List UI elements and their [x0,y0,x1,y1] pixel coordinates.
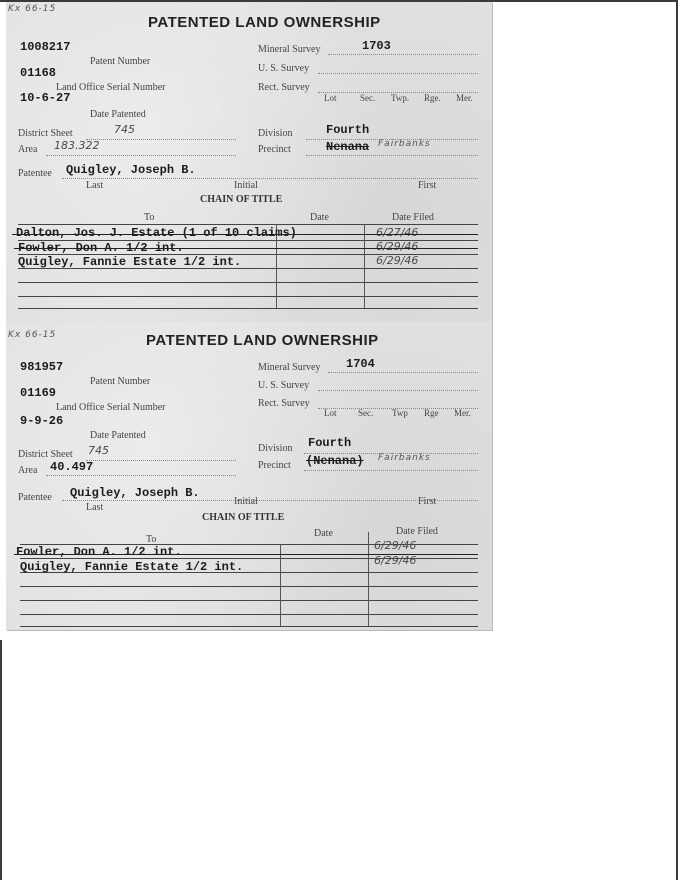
card-title: PATENTED LAND OWNERSHIP [148,14,381,31]
ownership-card-2 [6,322,492,630]
us-survey-label: U. S. Survey [258,380,310,391]
rect-col-mer: Mer. [454,408,471,418]
col-to-header: To [144,212,155,223]
patentee-label: Patentee [18,168,52,179]
mineral-survey-label: Mineral Survey [258,44,321,55]
patentee-initial-label: Initial [234,180,258,191]
chain-of-title-label: CHAIN OF TITLE [202,512,285,523]
rect-survey-label: Rect. Survey [258,398,310,409]
patent-number-label: Patent Number [90,376,151,387]
rect-col-mer: Mer. [456,93,473,103]
patent-number-value: 1008217 [20,40,71,54]
chain-of-title-label: CHAIN OF TITLE [200,194,283,205]
corner-note: Kx 66-15 [8,4,57,14]
col-date-header: Date [314,528,333,539]
precinct-label: Precinct [258,460,291,471]
precinct-label: Precinct [258,144,291,155]
patentee-first-label: First [418,496,437,507]
date-patented-label: Date Patented [90,109,146,120]
division-label: Division [258,128,293,139]
chain-filed-cell: 6/29/46 [376,254,419,267]
division-value: Fourth [326,123,370,137]
rect-survey-label: Rect. Survey [258,82,310,93]
chain-filed-cell: 6/29/46 [374,554,417,567]
mineral-survey-value: 1704 [346,357,375,371]
rect-col-sec: Sec. [358,408,374,418]
mineral-survey-label: Mineral Survey [258,362,321,373]
division-value: Fourth [308,436,352,450]
patentee-last-label: Last [86,180,104,191]
district-sheet-label: District Sheet [18,128,73,139]
chain-to-cell: Fowler, Don A. 1/2 int. [16,545,182,559]
precinct-handwritten-note: Fairbanks [378,139,431,149]
card-title: PATENTED LAND OWNERSHIP [146,332,379,349]
rect-col-lot: Lot [324,408,337,418]
rect-col-twp: Twp. [391,93,410,103]
patentee-value: Quigley, Joseph B. [70,486,200,500]
corner-note: Kx 66-15 [8,330,57,340]
chain-to-cell: Quigley, Fannie Estate 1/2 int. [18,255,242,269]
rect-col-rge: Rge. [424,93,441,103]
date-patented-value: 9-9-26 [20,414,64,428]
area-label: Area [18,465,38,476]
rect-col-lot: Lot [324,93,337,103]
us-survey-label: U. S. Survey [258,63,310,74]
patentee-value: Quigley, Joseph B. [66,163,196,177]
chain-filed-cell: 6/29/46 [376,240,419,253]
chain-filed-cell: 6/29/46 [374,539,417,552]
patentee-label: Patentee [18,492,52,503]
chain-to-cell: Quigley, Fannie Estate 1/2 int. [20,560,244,574]
col-date-header: Date [310,212,329,223]
area-value: 183.322 [54,139,100,152]
serial-number-value: 01169 [20,386,57,400]
rect-col-twp: Twp [392,408,408,418]
rect-col-rge: Rge [424,408,439,418]
precinct-value: Nenana [326,140,370,154]
patent-number-value: 981957 [20,360,64,374]
precinct-value: (Nenana) [306,454,364,468]
patentee-first-label: First [418,180,437,191]
patentee-initial-label: Initial [234,496,258,507]
district-sheet-value: 745 [88,444,109,457]
col-filed-header: Date Filed [396,526,438,537]
mineral-survey-value: 1703 [362,39,391,53]
serial-number-label: Land Office Serial Number [56,82,166,93]
chain-to-cell: Fowler, Don A. 1/2 int. [18,241,184,255]
date-patented-label: Date Patented [90,430,146,441]
date-patented-value: 10-6-27 [20,91,71,105]
area-value: 40.497 [50,460,94,474]
division-label: Division [258,443,293,454]
precinct-handwritten-note: Fairbanks [378,453,431,463]
ownership-card-1 [6,2,492,322]
rect-col-sec: Sec. [360,93,376,103]
serial-number-label: Land Office Serial Number [56,402,166,413]
serial-number-value: 01168 [20,66,57,80]
patentee-last-label: Last [86,502,104,513]
district-sheet-label: District Sheet [18,449,73,460]
district-sheet-value: 745 [114,123,135,136]
chain-to-cell: Dalton, Jos. J. Estate (1 of 10 claims) [16,226,297,240]
col-to-header: To [146,534,157,545]
chain-filed-cell: 6/27/46 [376,226,419,239]
patent-number-label: Patent Number [90,56,151,67]
area-label: Area [18,144,38,155]
page-border-left [0,640,2,880]
col-filed-header: Date Filed [392,212,434,223]
